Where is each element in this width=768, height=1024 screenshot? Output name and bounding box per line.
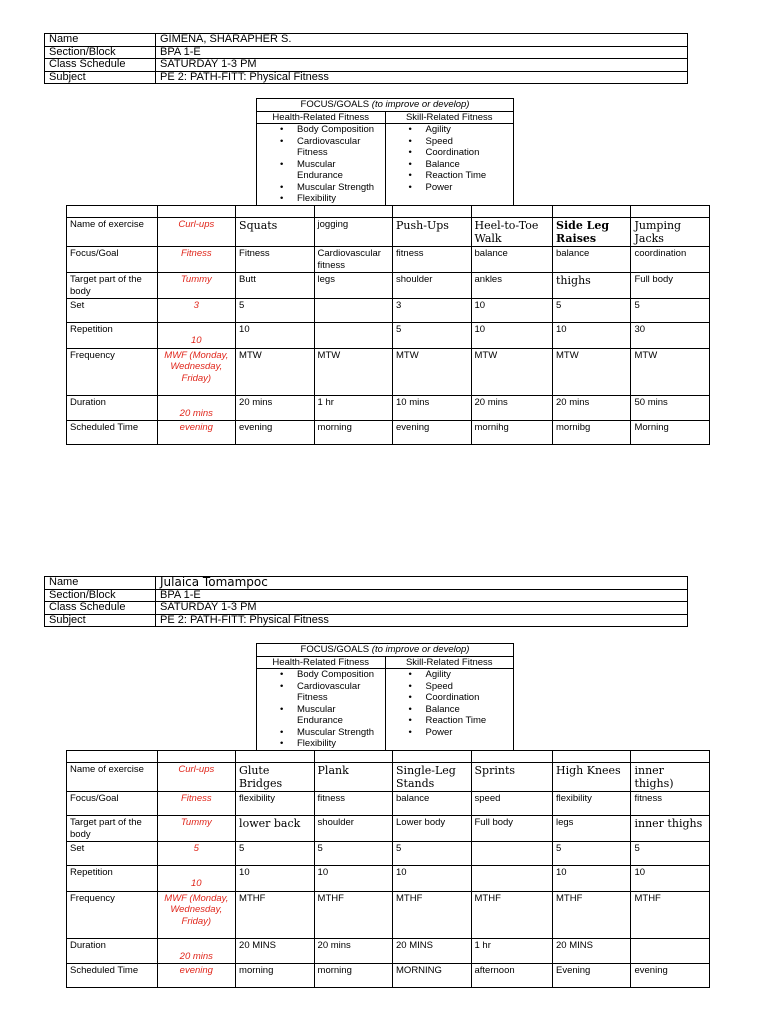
exercise-cell: Plank bbox=[314, 763, 392, 792]
exercise-cell bbox=[314, 323, 392, 349]
exercise-cell: MTHF bbox=[631, 891, 710, 938]
schedule-value: SATURDAY 1-3 PM bbox=[156, 59, 688, 72]
exercise-cell: fitness bbox=[631, 792, 710, 816]
row-label: Scheduled Time bbox=[67, 421, 158, 445]
exercise-cell: 20 MINS bbox=[236, 938, 314, 964]
exercise-cell: 50 mins bbox=[631, 395, 710, 421]
exercise-cell: 5 bbox=[393, 842, 471, 866]
exercise-cell: 20 mins bbox=[471, 395, 553, 421]
exercise-cell: mornibg bbox=[553, 421, 631, 445]
skill-related-heading: Skill-Related Fitness bbox=[385, 111, 514, 124]
health-related-list bbox=[260, 124, 382, 205]
list-item: • Coordination bbox=[426, 692, 511, 704]
student-info-table bbox=[44, 33, 688, 84]
exercise-cell: Fitness bbox=[236, 247, 314, 273]
exercise-cell: 10 bbox=[314, 866, 392, 892]
health-related-list bbox=[260, 669, 382, 750]
exercise-cell: MTW bbox=[471, 348, 553, 395]
row-label: Duration bbox=[67, 395, 158, 421]
example-cell: MWF (Monday, Wednesday, Friday) bbox=[157, 348, 235, 395]
table-row bbox=[67, 323, 710, 349]
exercise-cell: fitness bbox=[314, 792, 392, 816]
row-label: Target part of the body bbox=[67, 816, 158, 842]
example-cell: Tummy bbox=[157, 816, 235, 842]
exercise-cell: 5 bbox=[631, 842, 710, 866]
list-item: • Power bbox=[426, 727, 511, 739]
exercise-cell: 1 hr bbox=[471, 938, 553, 964]
exercise-cell: 3 bbox=[393, 299, 471, 323]
exercise-cell: ankles bbox=[471, 273, 553, 299]
section-label: Section/Block bbox=[45, 46, 156, 59]
exercise-cell: MTHF bbox=[236, 891, 314, 938]
exercise-cell: Full body bbox=[631, 273, 710, 299]
list-item: • Reaction Time bbox=[426, 170, 511, 182]
list-item: • Muscular Endurance bbox=[297, 159, 382, 182]
table-cell bbox=[393, 206, 471, 218]
exercise-cell: evening bbox=[393, 421, 471, 445]
table-cell bbox=[67, 751, 158, 763]
exercise-cell: Evening bbox=[553, 964, 631, 988]
list-item: • Muscular Strength bbox=[297, 727, 382, 739]
name-label: Name bbox=[45, 577, 156, 590]
exercise-cell: 5 bbox=[631, 299, 710, 323]
exercise-cell: High Knees bbox=[553, 763, 631, 792]
exercise-cell: balance bbox=[393, 792, 471, 816]
exercise-cell: morning bbox=[236, 964, 314, 988]
row-label: Frequency bbox=[67, 348, 158, 395]
exercise-cell: 5 bbox=[393, 323, 471, 349]
list-item: • Power bbox=[426, 182, 511, 194]
table-row bbox=[67, 421, 710, 445]
exercise-cell: Full body bbox=[471, 816, 553, 842]
name-label: Name bbox=[45, 34, 156, 47]
row-label: Set bbox=[67, 842, 158, 866]
list-item: • Speed bbox=[426, 136, 511, 148]
example-cell: Fitness bbox=[157, 792, 235, 816]
exercise-cell: thighs bbox=[553, 273, 631, 299]
exercise-cell: fitness bbox=[393, 247, 471, 273]
row-label: Target part of the body bbox=[67, 273, 158, 299]
table-cell bbox=[236, 206, 314, 218]
example-cell: Tummy bbox=[157, 273, 235, 299]
row-label: Name of exercise bbox=[67, 763, 158, 792]
subject-value: PE 2: PATH-FITT: Physical Fitness bbox=[156, 71, 688, 84]
row-label: Name of exercise bbox=[67, 218, 158, 247]
table-row bbox=[67, 299, 710, 323]
exercise-cell: morning bbox=[314, 964, 392, 988]
subject-label: Subject bbox=[45, 614, 156, 627]
exercise-cell: flexibility bbox=[553, 792, 631, 816]
list-item: • Agility bbox=[426, 124, 511, 136]
example-cell: 20 mins bbox=[157, 395, 235, 421]
focus-goals-table bbox=[256, 643, 514, 751]
exercise-cell: Glute Bridges bbox=[236, 763, 314, 792]
exercise-cell: 5 bbox=[553, 299, 631, 323]
exercise-cell: MTW bbox=[553, 348, 631, 395]
name-value: Julaica Tomampoc bbox=[156, 577, 688, 590]
row-label: Set bbox=[67, 299, 158, 323]
list-item: • Cardiovascular Fitness bbox=[297, 681, 382, 704]
subject-label: Subject bbox=[45, 71, 156, 84]
table-cell bbox=[314, 206, 392, 218]
exercise-cell: 10 bbox=[631, 866, 710, 892]
exercise-cell: coordination bbox=[631, 247, 710, 273]
exercise-cell: MTW bbox=[631, 348, 710, 395]
exercise-cell: MTHF bbox=[471, 891, 553, 938]
exercise-cell: MTHF bbox=[314, 891, 392, 938]
exercise-cell: inner thighs bbox=[631, 816, 710, 842]
exercise-cell: 30 bbox=[631, 323, 710, 349]
list-item: • Muscular Endurance bbox=[297, 704, 382, 727]
exercise-cell: shoulder bbox=[393, 273, 471, 299]
table-row bbox=[67, 273, 710, 299]
example-cell: Curl-ups bbox=[157, 763, 235, 792]
section-value: BPA 1-E bbox=[156, 46, 688, 59]
table-cell bbox=[553, 751, 631, 763]
exercise-cell: MTHF bbox=[393, 891, 471, 938]
skill-related-list bbox=[389, 124, 511, 193]
exercise-cell: Side Leg Raises bbox=[553, 218, 631, 247]
exercise-cell bbox=[314, 299, 392, 323]
list-item: • Agility bbox=[426, 669, 511, 681]
row-label: Focus/Goal bbox=[67, 792, 158, 816]
health-related-heading: Health-Related Fitness bbox=[257, 656, 386, 669]
table-header-row bbox=[67, 206, 710, 218]
exercise-cell: 5 bbox=[236, 299, 314, 323]
exercise-cell: 5 bbox=[236, 842, 314, 866]
table-row bbox=[67, 792, 710, 816]
row-label: Repetition bbox=[67, 323, 158, 349]
exercise-cell: 20 MINS bbox=[393, 938, 471, 964]
row-label: Repetition bbox=[67, 866, 158, 892]
list-item: • Balance bbox=[426, 704, 511, 716]
exercise-cell: MTW bbox=[393, 348, 471, 395]
focus-goals-table bbox=[256, 98, 514, 206]
health-related-heading: Health-Related Fitness bbox=[257, 111, 386, 124]
exercise-cell: 10 bbox=[471, 323, 553, 349]
table-row bbox=[67, 763, 710, 792]
exercise-cell: Butt bbox=[236, 273, 314, 299]
exercise-cell: balance bbox=[553, 247, 631, 273]
exercise-cell: Sprints bbox=[471, 763, 553, 792]
table-row bbox=[67, 891, 710, 938]
exercise-cell: 1 hr bbox=[314, 395, 392, 421]
exercise-cell: MTW bbox=[314, 348, 392, 395]
exercise-cell: 5 bbox=[553, 842, 631, 866]
table-cell bbox=[157, 206, 235, 218]
exercise-cell: 20 mins bbox=[314, 938, 392, 964]
exercise-cell: 10 bbox=[393, 866, 471, 892]
exercise-cell: 10 bbox=[471, 299, 553, 323]
exercise-cell: afternoon bbox=[471, 964, 553, 988]
list-item: • Balance bbox=[426, 159, 511, 171]
exercise-cell: 20 MINS bbox=[553, 938, 631, 964]
exercise-cell: Morning bbox=[631, 421, 710, 445]
schedule-label: Class Schedule bbox=[45, 602, 156, 615]
exercise-cell: MORNING bbox=[393, 964, 471, 988]
exercise-cell: shoulder bbox=[314, 816, 392, 842]
exercise-cell: 5 bbox=[314, 842, 392, 866]
exercise-cell: 10 bbox=[553, 866, 631, 892]
row-label: Scheduled Time bbox=[67, 964, 158, 988]
list-item: • Speed bbox=[426, 681, 511, 693]
table-cell bbox=[471, 751, 553, 763]
table-row bbox=[67, 247, 710, 273]
table-row bbox=[67, 964, 710, 988]
exercise-cell: balance bbox=[471, 247, 553, 273]
table-cell bbox=[631, 751, 710, 763]
row-label: Frequency bbox=[67, 891, 158, 938]
subject-value: PE 2: PATH-FITT: Physical Fitness bbox=[156, 614, 688, 627]
exercise-cell: Cardiovascular fitness bbox=[314, 247, 392, 273]
table-cell bbox=[553, 206, 631, 218]
student-info-table bbox=[44, 576, 688, 627]
exercise-cell: 10 bbox=[553, 323, 631, 349]
list-item: • Body Composition bbox=[297, 124, 382, 136]
table-header-row bbox=[67, 751, 710, 763]
table-row bbox=[67, 218, 710, 247]
exercise-plan-table bbox=[66, 205, 710, 445]
example-cell: 3 bbox=[157, 299, 235, 323]
table-row bbox=[67, 866, 710, 892]
exercise-cell: lower back bbox=[236, 816, 314, 842]
example-cell: 5 bbox=[157, 842, 235, 866]
table-cell bbox=[67, 206, 158, 218]
exercise-cell: 20 mins bbox=[553, 395, 631, 421]
example-cell: 10 bbox=[157, 323, 235, 349]
table-row bbox=[67, 842, 710, 866]
exercise-cell: MTW bbox=[236, 348, 314, 395]
exercise-cell: 20 mins bbox=[236, 395, 314, 421]
example-cell: evening bbox=[157, 964, 235, 988]
exercise-cell bbox=[471, 866, 553, 892]
exercise-cell bbox=[631, 938, 710, 964]
table-cell bbox=[471, 206, 553, 218]
table-cell bbox=[393, 751, 471, 763]
table-cell bbox=[314, 751, 392, 763]
row-label: Focus/Goal bbox=[67, 247, 158, 273]
table-cell bbox=[236, 751, 314, 763]
exercise-cell: 10 bbox=[236, 866, 314, 892]
table-cell bbox=[631, 206, 710, 218]
row-label: Duration bbox=[67, 938, 158, 964]
exercise-cell: legs bbox=[314, 273, 392, 299]
list-item: • Body Composition bbox=[297, 669, 382, 681]
exercise-cell: Squats bbox=[236, 218, 314, 247]
list-item: • Flexibility bbox=[297, 193, 382, 205]
schedule-label: Class Schedule bbox=[45, 59, 156, 72]
exercise-cell: Heel-to-Toe Walk bbox=[471, 218, 553, 247]
exercise-cell bbox=[471, 842, 553, 866]
exercise-cell: 10 mins bbox=[393, 395, 471, 421]
example-cell: MWF (Monday, Wednesday, Friday) bbox=[157, 891, 235, 938]
table-row bbox=[67, 395, 710, 421]
exercise-cell: Single-Leg Stands bbox=[393, 763, 471, 792]
table-row bbox=[67, 938, 710, 964]
example-cell: Fitness bbox=[157, 247, 235, 273]
skill-related-heading: Skill-Related Fitness bbox=[385, 656, 514, 669]
skill-related-list bbox=[389, 669, 511, 738]
exercise-cell: MTHF bbox=[553, 891, 631, 938]
table-cell bbox=[157, 751, 235, 763]
example-cell: 20 mins bbox=[157, 938, 235, 964]
exercise-plan-table bbox=[66, 750, 710, 988]
exercise-cell: Lower body bbox=[393, 816, 471, 842]
exercise-cell: jogging bbox=[314, 218, 392, 247]
list-item: • Coordination bbox=[426, 147, 511, 159]
table-row bbox=[67, 816, 710, 842]
exercise-cell: mornihg bbox=[471, 421, 553, 445]
example-cell: 10 bbox=[157, 866, 235, 892]
exercise-cell: speed bbox=[471, 792, 553, 816]
exercise-cell: evening bbox=[631, 964, 710, 988]
exercise-cell: legs bbox=[553, 816, 631, 842]
exercise-cell: Jumping Jacks bbox=[631, 218, 710, 247]
schedule-value: SATURDAY 1-3 PM bbox=[156, 602, 688, 615]
exercise-cell: Push-Ups bbox=[393, 218, 471, 247]
list-item: • Cardiovascular Fitness bbox=[297, 136, 382, 159]
exercise-cell: morning bbox=[314, 421, 392, 445]
exercise-cell: inner thighs) bbox=[631, 763, 710, 792]
list-item: • Reaction Time bbox=[426, 715, 511, 727]
exercise-cell: 10 bbox=[236, 323, 314, 349]
focus-goals-title: FOCUS/GOALS (to improve or develop) bbox=[257, 644, 514, 657]
section-value: BPA 1-E bbox=[156, 589, 688, 602]
exercise-cell: evening bbox=[236, 421, 314, 445]
table-row bbox=[67, 348, 710, 395]
list-item: • Muscular Strength bbox=[297, 182, 382, 194]
focus-goals-title: FOCUS/GOALS (to improve or develop) bbox=[257, 99, 514, 112]
example-cell: evening bbox=[157, 421, 235, 445]
example-cell: Curl-ups bbox=[157, 218, 235, 247]
exercise-cell: flexibility bbox=[236, 792, 314, 816]
list-item: • Flexibility bbox=[297, 738, 382, 750]
section-label: Section/Block bbox=[45, 589, 156, 602]
name-value: GIMENA, SHARAPHER S. bbox=[156, 34, 688, 47]
